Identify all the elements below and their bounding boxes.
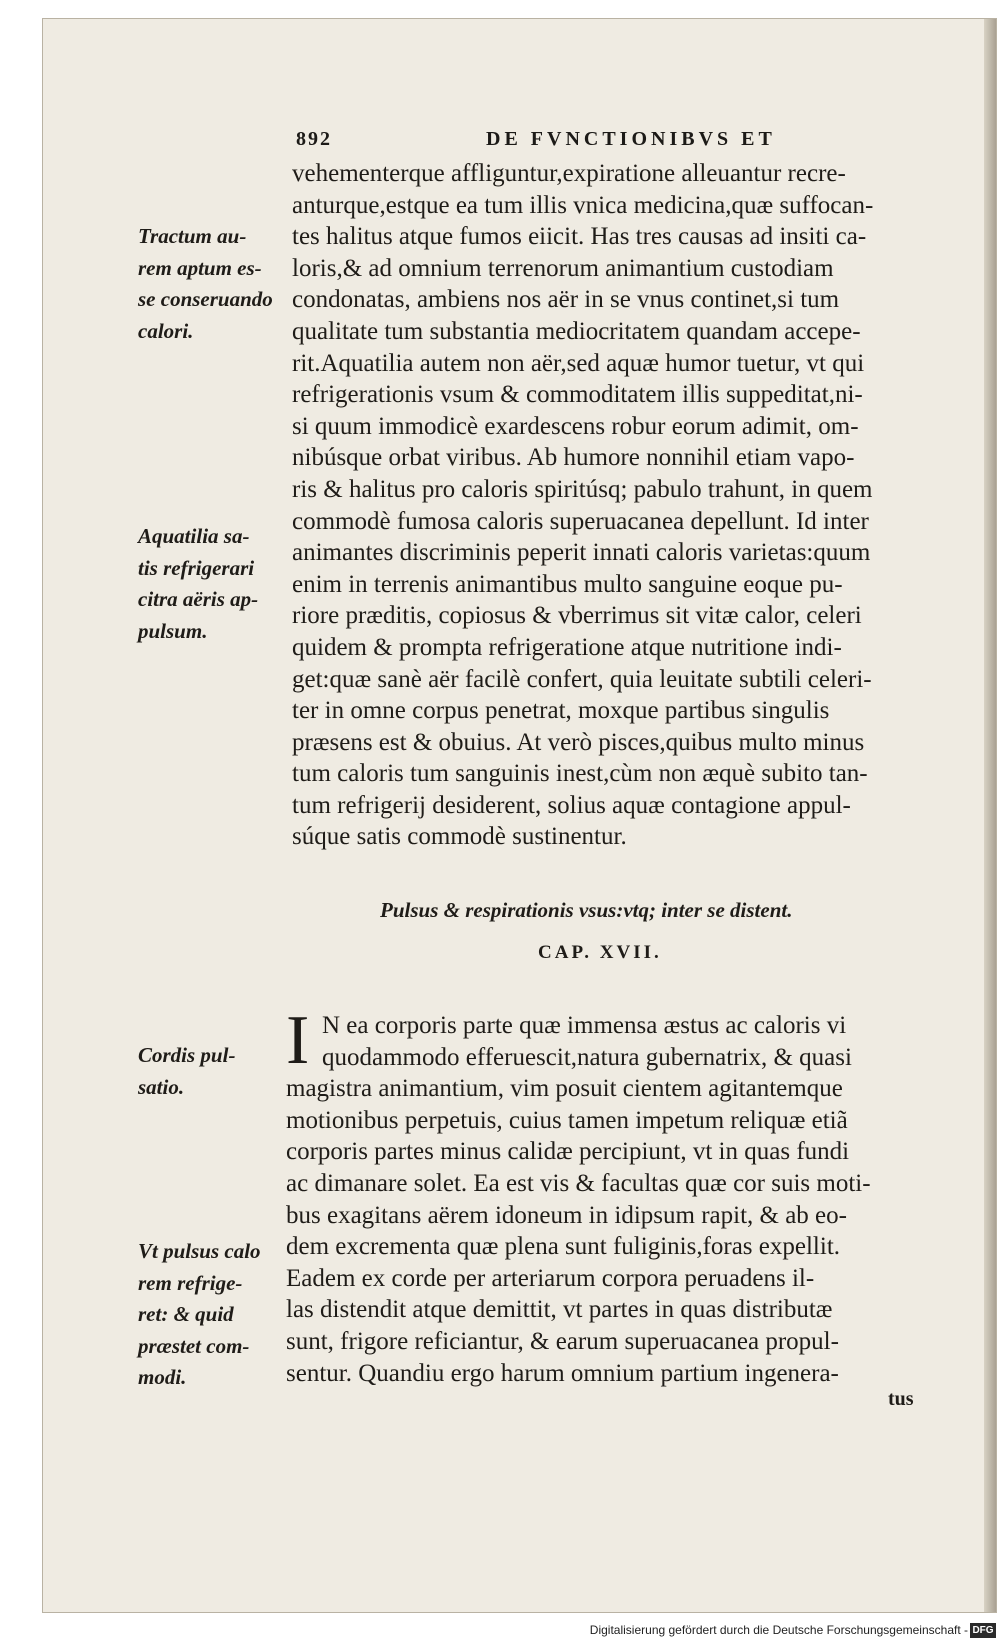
text-line: quidem & prompta refrigeratione atque nutritione indi- — [292, 633, 842, 661]
text-line: ris & halitus pro caloris spiritúsq; pabulo trahunt, in quem — [292, 475, 873, 503]
text-line: præsens est & obuius. At verò pisces,quibus multo minus — [292, 728, 865, 756]
text-line: rit.Aquatilia autem non aër,sed aquæ humor tuetur, vt qui — [292, 349, 865, 377]
chapter-heading: Pulsus & respirationis vsus:vtq; inter se distent. — [380, 898, 793, 922]
text-line: dem excrementa quæ plena sunt fuliginis,foras expellit. — [286, 1233, 841, 1261]
margin-note-4 — [138, 1236, 288, 1394]
text-line: ter in omne corpus penetrat, moxque partibus singulis — [292, 697, 830, 725]
margin-note-line: Aquatilia sa- — [138, 524, 250, 548]
text-line: tum refrigerij desiderent, solius aquæ contagione appul- — [292, 791, 851, 819]
catchword: tus — [888, 1388, 914, 1410]
text-line: N ea corporis parte quæ immensa æstus ac caloris vi — [322, 1012, 847, 1039]
text-block-1 — [292, 158, 952, 853]
text-line: riore præditis, copiosus & vberrimus sit vitæ calor, celeri — [292, 602, 862, 630]
text-line: enim in terrenis animantibus multo sanguine eoque pu- — [292, 570, 843, 598]
text-line: ac dimanare solet. Ea est vis & facultas quæ cor suis moti- — [286, 1169, 871, 1197]
text-line: nibúsque orbat viribus. Ab humore nonnihil etiam vapo- — [292, 444, 855, 472]
margin-note-line: Cordis pul- — [138, 1043, 236, 1067]
text-line: corporis partes minus calidæ percipiunt, vt in quas fundi — [286, 1138, 850, 1166]
margin-note-line: pulsum. — [138, 618, 208, 643]
text-line: loris,& ad omnium terrenorum animantium custodiam — [292, 254, 834, 282]
text-line: animantes discriminis peperit innati caloris varietas:quum — [292, 539, 871, 567]
margin-note-line: rem aptum es- — [138, 255, 262, 280]
text-line: súque satis commodè sustinentur. — [292, 823, 627, 851]
page-edge — [984, 19, 996, 1612]
text-line: tes halitus atque fumos eiicit. Has tres causas ad insiti ca- — [292, 223, 867, 251]
text-line: refrigerationis vsum & commoditatem illis suppeditat,ni- — [292, 381, 863, 409]
text-line: Eadem ex corde per arteriarum corpora peruadens il- — [286, 1264, 815, 1292]
drop-capital: I — [286, 1002, 310, 1079]
text-line: anturque,estque ea tum illis vnica medicina,quæ suffocan- — [292, 191, 874, 219]
text-line: las distendit atque demittit, vt partes in quas distributæ — [286, 1296, 833, 1324]
funding-credit: Digitalisierung gefördert durch die Deutsche Forschungsgemeinschaft - — [589, 1623, 968, 1637]
text-line: condonatas, ambiens nos aër in se vnus continet,si tum — [292, 286, 840, 314]
margin-note-line: Tractum au- — [138, 224, 247, 248]
margin-note-line: modi. — [138, 1365, 187, 1390]
margin-note-line: citra aëris ap- — [138, 587, 259, 612]
text-line: vehementerque affliguntur,expiratione alleuantur recre- — [292, 160, 846, 187]
text-line: sunt, frigore reficiantur, & earum superuacanea propul- — [286, 1327, 839, 1355]
text-block-2 — [286, 1002, 946, 1389]
margin-note-1 — [138, 221, 288, 347]
margin-note-line: præstet com- — [138, 1333, 250, 1358]
running-header — [296, 128, 936, 158]
text-line: quodammodo efferuescit,natura gubernatrix, & quasi — [322, 1043, 852, 1071]
margin-note-2 — [138, 521, 288, 647]
dfg-logo: DFG — [970, 1623, 996, 1638]
text-line: bus exagitans aërem idoneum in idipsum rapit, & ab eo- — [286, 1201, 847, 1229]
margin-note-line: Vt pulsus calo — [138, 1239, 261, 1263]
margin-note-line: satio. — [138, 1074, 185, 1099]
chapter-number: CAP. XVII. — [538, 942, 662, 963]
text-line: si quum immodicè exardescens robur eorum adimit, om- — [292, 412, 859, 440]
text-line: get:quæ sanè aër facilè confert, quia leuitate subtili celeri- — [292, 665, 872, 693]
text-line: qualitate tum substantia mediocritatem quandam accepe- — [292, 317, 861, 345]
margin-note-line: rem refrige- — [138, 1270, 243, 1295]
text-line: commodè fumosa caloris superuacanea depellunt. Id inter — [292, 507, 869, 535]
page-number: 892 — [296, 128, 332, 150]
margin-note-3 — [138, 1040, 288, 1103]
text-line: magistra animantium, vim posuit cientem agitantemque — [286, 1075, 843, 1103]
text-line: motionibus perpetuis, cuius tamen impetum reliquæ etiã — [286, 1106, 848, 1134]
running-title: DE FVNCTIONIBVS ET — [486, 128, 776, 150]
text-line: tum caloris tum sanguinis inest,cùm non æquè subito tan- — [292, 760, 868, 788]
digitization-footer — [0, 1621, 1000, 1643]
margin-note-line: tis refrigerari — [138, 555, 255, 580]
margin-note-line: ret: & quid — [138, 1302, 234, 1327]
text-line: sentur. Quandiu ergo harum omnium partium ingenera- — [286, 1359, 839, 1387]
margin-note-line: calori. — [138, 318, 194, 343]
margin-note-line: se conseruando — [138, 287, 273, 312]
